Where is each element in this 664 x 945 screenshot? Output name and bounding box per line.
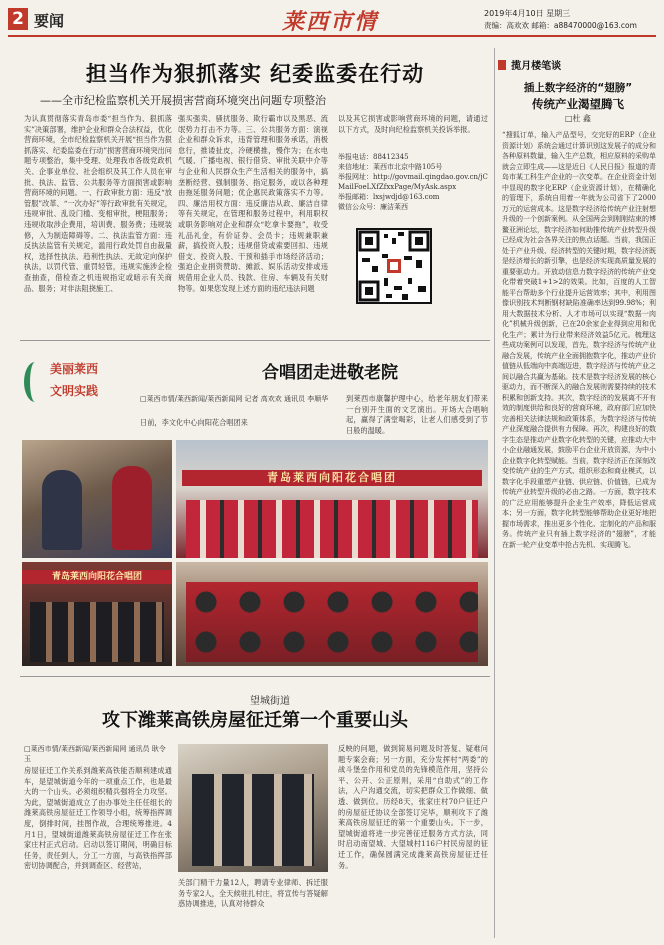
banner-strip (22, 570, 172, 584)
logo-line2: 文明实践 (50, 384, 99, 398)
audience-heads (186, 582, 478, 662)
report-email: 举报邮箱：lxsjwdjd@163.com (338, 193, 440, 201)
lead-divider (20, 340, 490, 341)
musicians (30, 602, 164, 662)
report-phone: 举报电话：88412345 (338, 153, 409, 161)
bottom-kicker: 望城街道 (250, 696, 290, 707)
lead-column-3: 以及其它损害或影响营商环境的问题，请通过以下方式，及时向纪检监察机关投诉举报。 (338, 114, 488, 134)
column-title-line2: 传统产业渴望腾飞 (532, 97, 624, 111)
page-number-box (8, 8, 28, 30)
photo-audience (176, 562, 488, 666)
feature-divider (20, 676, 490, 677)
feature-byline: □莱西市情/莱西新闻/莱西新闻网 记者 高欢欢 通讯员 李顺华 (140, 395, 329, 403)
logo-line1: 美丽莱西 (50, 362, 99, 376)
bottom-column-2: 关部门精干力量12人，聘请专业律师、拆迁服务专家2人，全天候驻扎村庄，将宣传与答疑解惑协调推进，认真对待群众 (178, 878, 328, 909)
column-author: □杜 鑫 (564, 114, 592, 123)
report-info (338, 152, 490, 212)
column-text: “搜狐订单，输入产品型号，交完好的ERP（企业资源计划）系统会通过计算识别这发展子的成分和各种原料数量，输入生产总数，相应原料的采购单就会立即生成——这是近日《人民日报》报道的青岛市某工科生产企业的一次变革。在企业资金计划中显现的数字化ERP（企业资源计划），在精确化的管理下，系统自用着一年就为公司省下了2000万元的运营成本。这是数字经济给传统产业注射想升级的一个创新案例。从全国两会到刚刚结束的博鳌亚洲论坛，数字经济如何助推传统产业转型升级已经成为社会各界关注的焦点话题。当前，我国正处于产业升级、经济转型的关键时期，数字经济既是经济增长的新引擎，也是经济实现高质量发展的重要驱动力。开放动信息力数字经济的传统产业变化带着突破1+1>2的效果。比如，百度的人工智能平台帮助多个行业提升运营效率；其中，利用图像识别技术判断钢材缺陷准确率达到99.98%；利用大数据技术分析、人才市场可以实现“数据一肉化”机械升级创新，已在20余家企业得到应用和优化生产；累计为行业带来经济效益5亿元。梳理这些成功案例可以发现，首先，数字经济与传统产业融合发展，传统产业全面拥抱数字化，推动产业价值链从低端向中高端迈进，数字经济与传统产业之间以融合共赢为基础。技术是数字经济发展的核心驱动力，而不断深入的融合发展则需要持续的技术积累和创新支持。其次，数字经济的发展离不开有效的制度供给和良好的营商环境，政府部门应加快完善相关法律法规和政策体系，为数字经济与传统产业深度融合提供有力保障。再次，构建良好的数字生态是推动产业数字化转型的关键，应推动大中小企业融通发展，鼓励平台企业开放资源，为中小企业数字化转型赋能。当前，数字经济正在深刻改变传统产业的生产方式、组织形态和商业模式，以数字化手段重塑产业链、供应链、价值链，已成为传统产业转型升级的必由之路。一方面，数字技术的广泛应用能够提升企业生产效率，降低运营成本；另一方面，数字化转型能够帮助企业更好地把握市场需求，推出更多个性化、定制化的产品和服务。传统产业只有插上数字经济的“翅膀”，才能在新一轮产业变革中抢占先机、实现腾飞。 (502, 131, 656, 549)
section-name: 要闻 (34, 12, 65, 30)
elder-figure (42, 470, 82, 550)
banner-text-2: 青岛莱西向阳花合唱团 (51, 572, 142, 582)
wechat-account: 微信公众号：廉洁莱西 (338, 203, 408, 211)
page-number: 2 (12, 9, 24, 29)
photo-relocation-talk (178, 744, 328, 872)
column-tag-box (498, 54, 658, 70)
logo-swirl-icon (24, 362, 46, 402)
feature-text-right: 到莱西市康馨护理中心，给老年朋友们带来一台别开生面的文艺演出。开场大合唱响起，赢得了满堂喝彩，让老人们感受到了节日般的温暖。 (346, 394, 488, 434)
civilization-logo (22, 356, 132, 416)
choir-row (186, 500, 478, 558)
photo-orchestra (22, 562, 172, 666)
date-line: 2019年4月10日 星期三 (484, 9, 571, 18)
header-rule (8, 35, 656, 37)
qr-code (356, 228, 432, 304)
lead-column-2: 强买强卖、骚扰服务、欺行霸市以及黑恶、流氓势力打击不力等。三、公共服务方面：演视企业和群众诉求，违背管理和服务承诺，消极怠行，推诿扯皮，冷硬横推，慢作为；在水电气暖、广播电视、银行借贷、审批关联中介等与企业和人民群众生产生活相关的服务中，搞垄断经营、强制服务、指定服务，或以各种理由拖延服务问题；优企惠民政策落实不力等。四、廉洁用权方面：违反廉洁从政、廉洁自律等有关规定，在管理和服务过程中，利用职权或职务影响对企业和群众“吃拿卡要拖”，收受礼品礼金，有价证券、会员卡；违规兼职兼薪，搞投资入股；违规借贷或索要回扣、违规借支、投资入股、干预和插手市场经济活动；强迫企业捐资赞助、摊派、娱乐活动安排或违规借用企业人员、钱款、住房、车辆及有关财物等。如果您发现上述方面的违纪违法问题 (178, 114, 328, 293)
editor-line: 责编：高欢欢 邮箱：a88470000@163.com (484, 21, 637, 30)
column-title-line1: 插上数字经济的“翅膀” (523, 82, 633, 94)
bottom-headline: 攻下潍莱高铁房屋征迁第一个重要山头 (102, 710, 408, 731)
report-web: 举报网址：http://govmail.qingdao.gov.cn/jCMailFoeLXfZfxxPage/MyAsk.aspx (338, 173, 488, 191)
bottom-byline: □莱西市情/莱西新闻/莱西新闻网 通讯员 耿令玉 (24, 745, 166, 763)
officials-figures (192, 774, 314, 866)
masthead: 莱西市情 (281, 9, 378, 35)
photo-choir-stage (176, 440, 488, 558)
bottom-column-3: 反映的问题，做到简易问题及时答复、疑难问题专案会商；另一方面，充分发挥村“两委”的战斗堡垒作用和党员的先锋模范作用，坚持公平、公开、公正原则，采用“自助式”的工作法，入户沟通交流，切实把群众工作做细、做透、做到位。历经8天，张家庄村70户征迁户的房屋征迁协议全部签订完毕，顺利攻下了潍莱高铁房屋征迁的第一个重要山头。下一步，望城街道将进一步完善征迁服务方式方法，同时启动南望城、大望城村116户村民房屋的征迁工作，确保圆满完成潍莱高铁房屋征迁任务。 (338, 744, 488, 870)
report-address: 来信地址：莱西市北京中路105号 (338, 163, 443, 171)
feature-headline: 合唱团走进敬老院 (262, 363, 398, 383)
stage-banner (182, 470, 482, 486)
bottom-column-1: 房屋征迁工作关系到潍莱高铁能否顺利建成通车，是望城街道今年的一项重点工作，也是最大的一个山头。必须组织精兵强将全力攻坚。为此，望城街道成立了由办事处主任任组长的潍莱高铁房屋征迁工作领导小组，统筹指挥调度，倒排时间，挂图作战，合理统筹推进。4月1日，望城街道潍莱高铁房屋征迁工作在张家庄村正式启动。启动以签订期间，明确目标任务，责任到人，分工一方面，与高铁指挥部密切协调配合，并到调查区、经营站， (24, 766, 172, 871)
column-tag-marker (498, 60, 506, 70)
right-column-divider (494, 48, 495, 938)
feature-text-left: 日前，李文化中心向阳花合唱团来 (140, 418, 248, 427)
column-tag: 揽月楼笔谈 (511, 61, 562, 72)
photo-elderly-handshake (22, 440, 172, 558)
lead-column-1: 为认真贯彻落实青岛市委“担当作为、狠抓落实”决策部署，维护企业和群众合法权益，优化营商环境，全市纪检监察机关开展“担当作为狠抓落实、纪委监委在行动”损害营商环境突出问题专项整治，集中受理、处理我市各级党政机关、企事业单位、社会组织及其工作人员在审批、执法、监管、公共服务等方面损害或影响营商环境的问题。一、行政审批方面：违反“放管服”改革、“一次办好”等行政审批有关规定，违规审批、乱设门槛、变相审批，梗阻服务；违规收取涉企费用，培训费、服务费；违规装修，入为制造障碍等。二、执法监管方面：违反执法监管有关规定，滥用行政处罚自由裁量权，选择性执法、趋利性执法、无故定向保护执法，以罚代管、重罚轻管，违规实施涉企检查抽查，借检查之机违规指定或暗示有关商品、服务；对非法阻挠施工、 (24, 114, 172, 293)
lead-subheadline: ——全市纪检监察机关开展损害营商环境突出问题专项整治 (40, 94, 326, 107)
singer-figure (112, 466, 152, 550)
banner-text-1: 青岛莱西向阳花合唱团 (267, 471, 397, 484)
lead-headline: 担当作为狠抓落实 纪委监委在行动 (85, 62, 425, 86)
